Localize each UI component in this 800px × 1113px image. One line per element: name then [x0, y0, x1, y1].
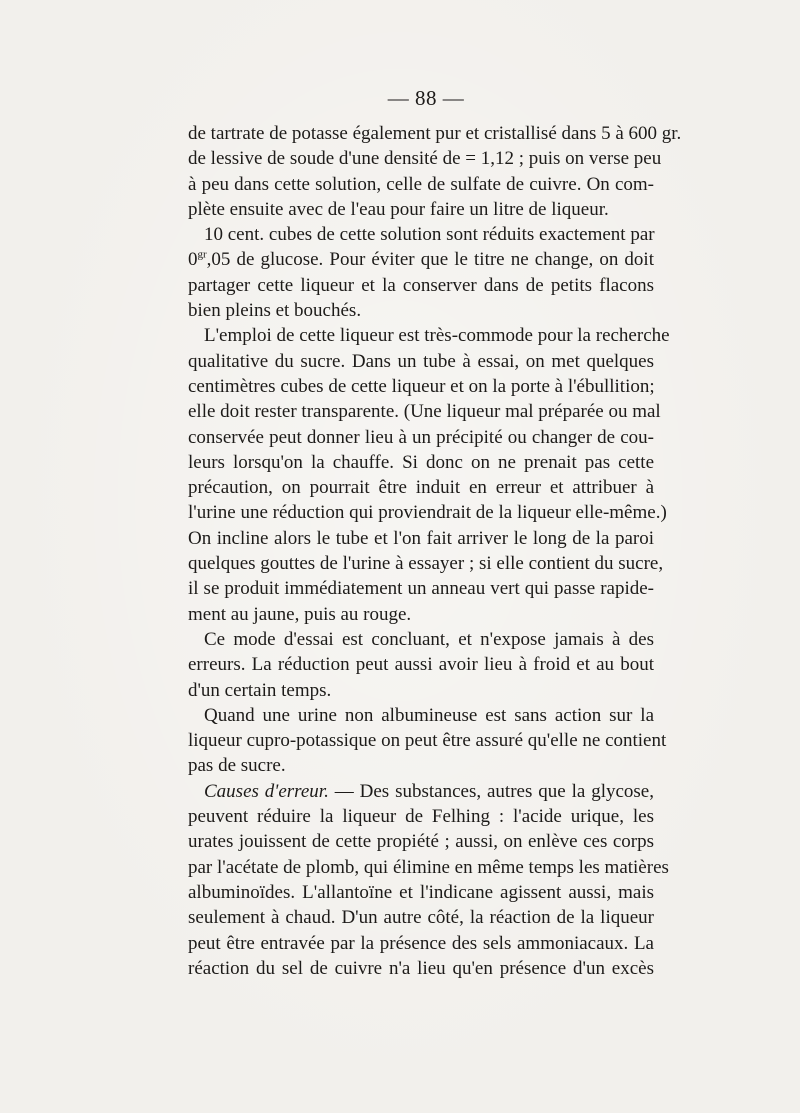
text-line: albuminoïdes. L'allantoïne et l'indicane agissent aussi, mais [188, 881, 654, 903]
text-line: On incline alors le tube et l'on fait arriver le long de la paroi [188, 527, 654, 549]
text-line: peuvent réduire la liqueur de Felhing : l'acide urique, les [188, 806, 654, 828]
text-line: plète ensuite avec de l'eau pour faire un litre de liqueur. [188, 198, 609, 220]
text-line: liqueur cupro-potassique on peut être assuré qu'elle ne contient [188, 730, 667, 752]
text-line: Ce mode d'essai est concluant, et n'expose jamais à des [204, 628, 654, 650]
text-line: centimètres cubes de cette liqueur et on la porte à l'ébullition; [188, 375, 655, 397]
body-text [188, 121, 682, 981]
text-line: Causes d'erreur. — Des substances, autres que la glycose, [204, 780, 654, 802]
text-line: $0^{gr},05$ de glucose. Pour éviter que le titre ne change, on doit [188, 249, 654, 271]
text-line: précaution, on pourrait être induit en erreur et attribuer à [188, 477, 654, 499]
text-line: qualitative du sucre. Dans un tube à essai, on met quelques [188, 350, 654, 372]
text-line: conservée peut donner lieu à un précipité ou changer de cou- [188, 426, 654, 448]
text-line: par l'acétate de plomb, qui élimine en même temps les matières [188, 856, 669, 878]
text-line: partager cette liqueur et la conserver dans de petits flacons [188, 274, 654, 296]
text-line: d'un certain temps. [188, 679, 332, 701]
text-line: il se produit immédiatement un anneau vert qui passe rapide- [188, 578, 654, 600]
text-line: 10 cent. cubes de cette solution sont réduits exactement par [204, 224, 655, 246]
text-line: de lessive de soude d'une densité de = 1,12 ; puis on verse peu [188, 148, 662, 170]
text-line: urates jouissent de cette propiété ; aussi, on enlève ces corps [188, 831, 654, 853]
text-line: bien pleins et bouchés. [188, 300, 362, 322]
text-line: quelques gouttes de l'urine à essayer ; si elle contient du sucre, [188, 553, 664, 575]
text-line: ment au jaune, puis au rouge. [188, 603, 412, 625]
text-line: de tartrate de potasse également pur et cristallisé dans 5 à 600 gr. [188, 123, 682, 144]
text-line: leurs lorsqu'on la chauffe. Si donc on ne prenait pas cette [188, 451, 654, 473]
text-line: erreurs. La réduction peut aussi avoir lieu à froid et au bout [188, 654, 654, 676]
text-line: peut être entravée par la présence des sels ammoniacaux. La [188, 932, 654, 954]
text-line: Quand une urine non albumineuse est sans action sur la [204, 704, 654, 726]
text-line: L'emploi de cette liqueur est très-commode pour la recherche [204, 325, 670, 347]
text-line: l'urine une réduction qui proviendrait de la liqueur elle-même.) [188, 502, 667, 524]
text-line: réaction du sel de cuivre n'a lieu qu'en présence d'un excès [188, 957, 654, 979]
text-line: elle doit rester transparente. (Une liqueur mal préparée ou mal [188, 401, 661, 423]
text-line: à peu dans cette solution, celle de sulfate de cuivre. On com- [188, 173, 654, 195]
text-line: seulement à chaud. D'un autre côté, la réaction de la liqueur [188, 907, 654, 929]
page-number: — 88 — [387, 86, 465, 110]
text-line: pas de sucre. [188, 755, 286, 777]
section-heading: Causes d'erreur. [204, 780, 329, 802]
